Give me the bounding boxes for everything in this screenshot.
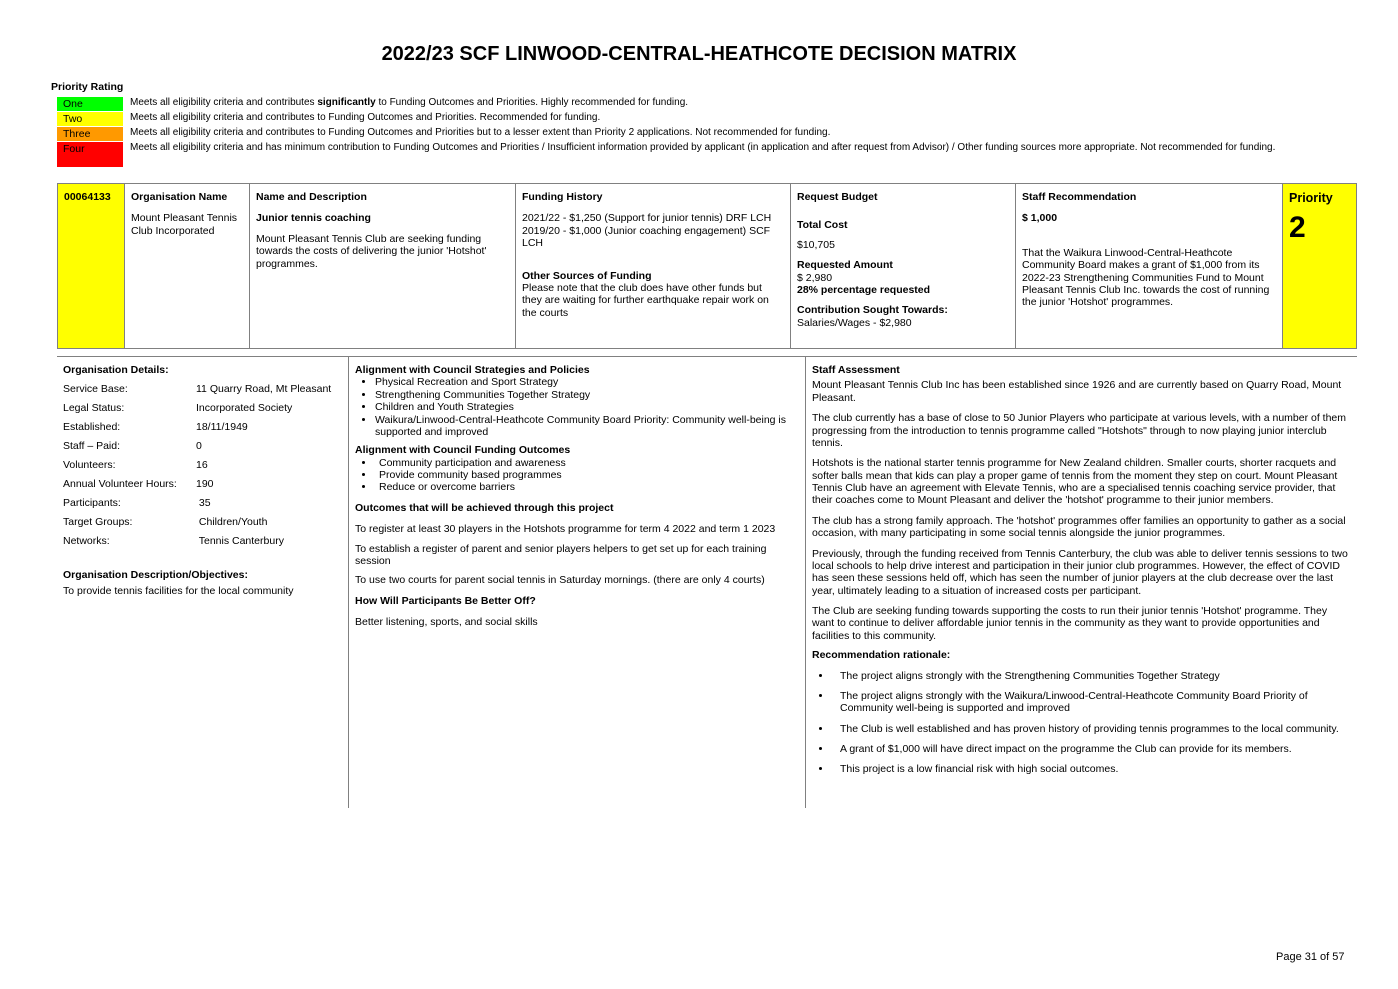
priority-two-description: Meets all eligibility criteria and contributes to Funding Outcomes and Priorities. Recommended for funding. <box>130 112 601 123</box>
funding-history-cell <box>516 184 791 349</box>
detail-value: Incorporated Society <box>196 402 293 415</box>
priority-four-description: Meets all eligibility criteria and has minimum contribution to Funding Outcomes and Priorities / Insufficient information provided by applicant (in application and after request from Advisor) / Other funding sources more appropriate. Not recommended for funding. <box>130 142 1276 153</box>
organisation-details-column <box>57 357 349 808</box>
priority-value: 2 <box>1289 210 1306 244</box>
detail-key: Participants: <box>63 497 121 510</box>
name-description-header: Name and Description <box>256 191 367 203</box>
alignment-column <box>349 357 806 808</box>
list-item: • The project aligns strongly with the Waikura/Linwood-Central-Heathcote Community Board Priority of Community well-being is supported and improved <box>832 690 1351 715</box>
details-section <box>57 356 1357 807</box>
assessment-paragraph: Hotshots is the national starter tennis programme for New Zealand children. Smaller courts, shorter racquets and softer balls mean that kids can play a proper game of tennis from the moment they step on court. Mount Pleasant Tennis Club have an agreement with Elevate Tennis, who are a specialised tennis coaching service provider, that their coaches come to Mount Pleasant and deliver the 'hotshot' programme to their junior members. <box>812 457 1338 507</box>
organisation-name-header: Organisation Name <box>131 191 228 203</box>
detail-key: Networks: <box>63 535 110 548</box>
detail-row <box>63 440 342 452</box>
list-item: • A grant of $1,000 will have direct impact on the programme the Club can provide for its members. <box>832 743 1351 755</box>
requested-amount-value: $ 2,980 <box>797 271 833 284</box>
detail-value: 190 <box>196 478 214 491</box>
outcome-item: To use two courts for parent social tennis in Saturday mornings. (there are only 4 courts) <box>355 574 765 587</box>
list-item: • Strengthening Communities Together Strategy <box>375 389 799 401</box>
detail-value: Children/Youth <box>196 516 268 529</box>
priority-one-swatch: One <box>57 97 123 111</box>
priority-cell <box>1283 184 1357 349</box>
assessment-paragraph: Mount Pleasant Tennis Club Inc has been established since 1926 and are currently based on Quarry Road, Mount Pleasant. <box>812 379 1342 404</box>
staff-recommendation-header: Staff Recommendation <box>1022 191 1137 203</box>
list-item: • Waikura/Linwood-Central-Heathcote Community Board Priority: Community well-being is supported and improved <box>375 414 799 439</box>
priority-three-description: Meets all eligibility criteria and contributes to Funding Outcomes and Priorities but to a lesser extent than Priority 2 applications. Not recommended for funding. <box>130 127 831 138</box>
name-description-cell <box>250 184 516 349</box>
detail-key: Service Base: <box>63 383 128 396</box>
organisation-name-cell <box>125 184 250 349</box>
list-item: • Children and Youth Strategies <box>375 401 799 413</box>
priority-header: Priority <box>1289 191 1333 205</box>
detail-row <box>63 459 342 471</box>
detail-row <box>63 497 342 509</box>
priority-legend <box>57 97 1317 168</box>
detail-row <box>63 402 342 414</box>
detail-value: 18/11/1949 <box>196 421 248 434</box>
detail-key: Volunteers: <box>63 459 116 472</box>
total-cost-value: $10,705 <box>797 238 835 251</box>
priority-two-swatch: Two <box>57 112 123 126</box>
outcome-item: To establish a register of parent and senior players helpers to get set up for each training session <box>355 542 767 567</box>
percentage-requested: 28% percentage requested <box>797 283 931 296</box>
outcomes-achieved-heading: Outcomes that will be achieved through this project <box>355 501 614 514</box>
detail-row <box>63 535 342 547</box>
better-off-text: Better listening, sports, and social skills <box>355 616 538 628</box>
priority-one-description: Meets all eligibility criteria and contributes significantly to Funding Outcomes and Priorities. Highly recommended for funding. <box>130 97 689 108</box>
requested-amount-label: Requested Amount <box>797 259 893 272</box>
outcome-item: To register at least 30 players in the Hotshots programme for term 4 2022 and term 1 2023 <box>355 523 776 536</box>
list-item: • This project is a low financial risk with high social outcomes. <box>832 763 1351 775</box>
detail-key: Staff – Paid: <box>63 440 121 453</box>
priority-rating-heading: Priority Rating <box>51 81 124 93</box>
priority-four-swatch: Four <box>57 142 123 167</box>
application-summary-table <box>57 183 1357 349</box>
request-budget-cell <box>791 184 1016 349</box>
better-off-heading: How Will Participants Be Better Off? <box>355 594 536 607</box>
contribution-value: Salaries/Wages - $2,980 <box>797 316 912 329</box>
organisation-description: To provide tennis facilities for the local community <box>63 584 294 597</box>
list-item: • The project aligns strongly with the Strengthening Communities Together Strategy <box>832 670 1351 682</box>
staff-recommendation-text: That the Waikura Linwood-Central-Heathcote Community Board makes a grant of $1,000 from its 2022-23 Strengthening Communities Fund to Mount Pleasant Tennis Club Inc. towards the cost of running the junior 'Hotshot' programmes. <box>1022 246 1270 309</box>
page-title: 2022/23 SCF LINWOOD-CENTRAL-HEATHCOTE DECISION MATRIX <box>381 43 1017 65</box>
detail-value: 16 <box>196 459 208 472</box>
other-sources-text: Please note that the club does have other funds but they are waiting for further earthquake repair work on the courts <box>522 281 769 319</box>
assessment-paragraph: The Club are seeking funding towards supporting the costs to run their junior tennis 'Hotshot' programme. They want to continue to deliver affordable junior tennis in the community as they want to provide opportunities and facilities to this community. <box>812 605 1328 642</box>
detail-key: Established: <box>63 421 121 434</box>
detail-value: Tennis Canterbury <box>196 535 284 548</box>
list-item: • Reduce or overcome barriers <box>375 481 799 493</box>
strategies-list <box>375 376 799 438</box>
priority-legend-row <box>57 142 1317 167</box>
list-item: • Provide community based programmes <box>375 469 799 481</box>
detail-row <box>63 421 342 433</box>
assessment-paragraph: Previously, through the funding received from Tennis Canterbury, the club was able to deliver tennis sessions to two local schools to help drive interest and participation in their junior club programmes. However, the effect of COVID has seen these sessions held off, which has seen the number of junior players at the club decrease over the last year, ultimately leading to a situation of increased costs per participant. <box>812 547 1348 597</box>
contribution-label: Contribution Sought Towards: <box>797 304 948 317</box>
funding-outcomes-list <box>375 457 799 494</box>
strategies-heading: Alignment with Council Strategies and Policies <box>355 364 590 376</box>
list-item: • The Club is well established and has proven history of providing tennis programmes to the local community. <box>832 723 1351 735</box>
staff-recommendation-cell <box>1016 184 1283 349</box>
total-cost-label: Total Cost <box>797 219 848 232</box>
funding-history-item: 2021/22 - $1,250 (Support for junior tennis) DRF LCH <box>522 212 772 225</box>
detail-value: 0 <box>196 440 202 453</box>
detail-key: Legal Status: <box>63 402 125 415</box>
application-id: 00064133 <box>64 191 111 203</box>
page-number: Page 31 of 57 <box>1276 951 1345 963</box>
detail-value: 35 <box>196 497 211 510</box>
rationale-heading: Recommendation rationale: <box>812 649 951 662</box>
priority-legend-row <box>57 97 1317 111</box>
other-sources-header: Other Sources of Funding <box>522 269 652 282</box>
list-item: • Physical Recreation and Sport Strategy <box>375 376 799 388</box>
detail-row <box>63 478 342 490</box>
detail-key: Target Groups: <box>63 516 133 529</box>
staff-recommendation-amount: $ 1,000 <box>1022 212 1058 225</box>
staff-assessment-heading: Staff Assessment <box>812 364 900 376</box>
project-name: Junior tennis coaching <box>256 212 371 225</box>
rationale-list <box>832 670 1351 776</box>
priority-legend-row <box>57 127 1317 141</box>
priority-three-swatch: Three <box>57 127 123 141</box>
priority-legend-row <box>57 112 1317 126</box>
detail-value: 11 Quarry Road, Mt Pleasant <box>196 383 332 396</box>
organisation-description-heading: Organisation Description/Objectives: <box>63 569 248 582</box>
organisation-name: Mount Pleasant Tennis Club Incorporated <box>131 212 238 237</box>
funding-outcomes-heading: Alignment with Council Funding Outcomes <box>355 444 571 457</box>
application-id-cell <box>58 184 125 349</box>
assessment-paragraph: The club has a strong family approach. The 'hotshot' programmes offer families an opportunity to gather as a social occasion, with many participating in some social tennis alongside the junior programmes. <box>812 514 1346 540</box>
detail-key: Annual Volunteer Hours: <box>63 478 177 491</box>
request-budget-header: Request Budget <box>797 191 878 203</box>
detail-row <box>63 516 342 528</box>
organisation-details-heading: Organisation Details: <box>63 364 169 376</box>
funding-history-header: Funding History <box>522 191 603 203</box>
staff-assessment-column <box>806 357 1357 783</box>
list-item: • Community participation and awareness <box>375 457 799 469</box>
project-description: Mount Pleasant Tennis Club are seeking funding towards the costs of delivering the junior 'Hotshot' programmes. <box>256 232 487 270</box>
assessment-paragraph: The club currently has a base of close to 50 Junior Players who participate at various levels, with a number of them progressing from the introduction to tennis programme called "Hotshots" through to now playing junior interclub tennis. <box>812 412 1347 449</box>
funding-history-item: 2019/20 - $1,000 (Junior coaching engagement) SCF LCH <box>522 224 771 250</box>
detail-row <box>63 383 342 395</box>
